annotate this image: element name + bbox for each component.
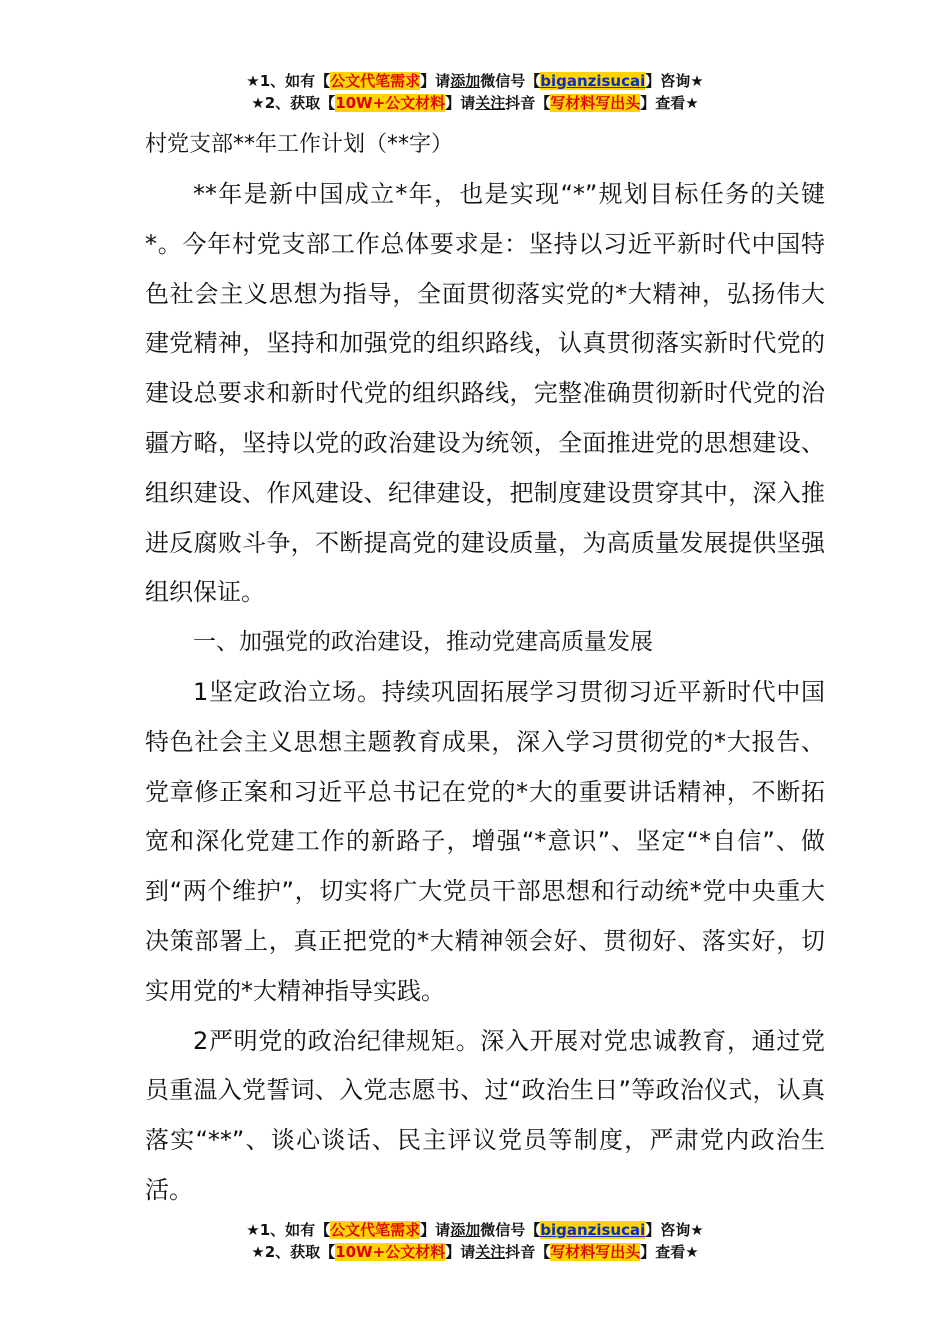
promo-line-1: ★1、如有【公文代笔需求】请添加微信号【biganzisucai】咨询★ bbox=[246, 1221, 704, 1239]
promo-line-2: ★2、获取【10W+公文材料】请关注抖音【写材料写出头】查看★ bbox=[251, 1243, 699, 1261]
highlight-service: 公文代笔需求 bbox=[330, 72, 421, 90]
wechat-id: biganzisucai bbox=[540, 1221, 646, 1239]
top-promo-banner bbox=[0, 70, 950, 114]
bottom-promo-banner bbox=[0, 1219, 950, 1263]
document-title: 村党支部**年工作计划（**字） bbox=[145, 132, 454, 157]
highlight-materials: 10W+公文材料 bbox=[335, 94, 446, 112]
promo-line-1: ★1、如有【公文代笔需求】请添加微信号【biganzisucai】咨询★ bbox=[246, 72, 704, 90]
paragraph-2: 2严明党的政治纪律规矩。深入开展对党忠诚教育，通过党员重温入党誓词、入党志愿书、过“政治生日”等政治仪式，认真落实“**”、谈心谈话、民主评议党员等制度，严肃党内政治生活。 bbox=[145, 1026, 825, 1204]
section-heading: 一、加强党的政治建设，推动党建高质量发展 bbox=[193, 629, 653, 656]
document-body bbox=[145, 126, 825, 1216]
douyin-account: 写材料写出头 bbox=[550, 94, 641, 112]
highlight-materials: 10W+公文材料 bbox=[335, 1243, 446, 1261]
douyin-account: 写材料写出头 bbox=[550, 1243, 641, 1261]
promo-line-2: ★2、获取【10W+公文材料】请关注抖音【写材料写出头】查看★ bbox=[251, 94, 699, 112]
paragraph-1: 1坚定政治立场。持续巩固拓展学习贯彻习近平新时代中国特色社会主义思想主题教育成果，深入学习贯彻党的*大报告、党章修正案和习近平总书记在党的*大的重要讲话精神，不断拓宽和深化党建工作的新路子，增强“*意识”、坚定“*自信”、做到“两个维护”，切实将广大党员干部思想和行动统*党中央重大决策部署上，真正把党的*大精神领会好、贯彻好、落实好，切实用党的*大精神指导实践。 bbox=[145, 677, 825, 1005]
highlight-service: 公文代笔需求 bbox=[330, 1221, 421, 1239]
intro-paragraph: **年是新中国成立*年，也是实现“*”规划目标任务的关键*。今年村党支部工作总体要求是：坚持以习近平新时代中国特色社会主义思想为指导，全面贯彻落实党的*大精神，弘扬伟大建党精神，坚持和加强党的组织路线，认真贯彻落实新时代党的建设总要求和新时代党的组织路线，完整准确贯彻新时代党的治疆方略，坚持以党的政治建设为统领，全面推进党的思想建设、组织建设、作风建设、纪律建设，把制度建设贯穿其中，深入推进反腐败斗争，不断提高党的建设质量，为高质量发展提供坚强组织保证。 bbox=[145, 180, 825, 607]
wechat-id: biganzisucai bbox=[540, 72, 646, 90]
